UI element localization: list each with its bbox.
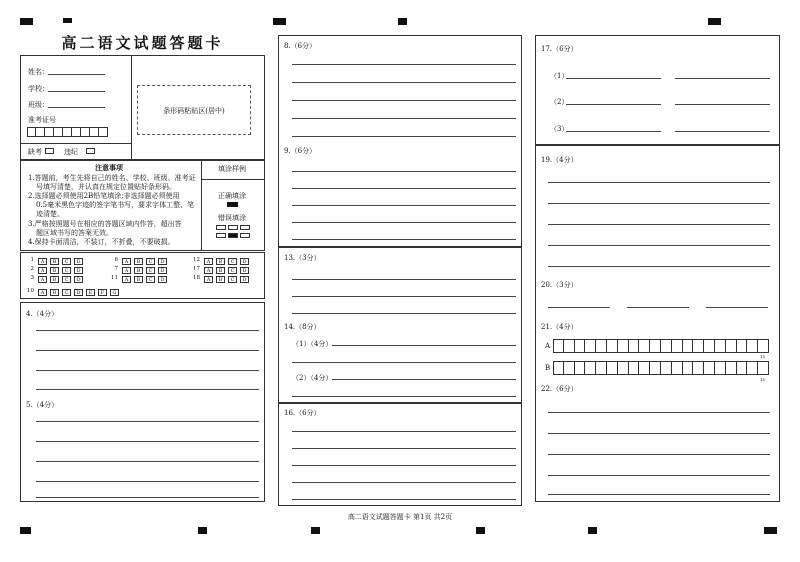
mc-option-bubble[interactable]: B: [50, 267, 59, 274]
char-cell[interactable]: [596, 361, 607, 375]
char-cell[interactable]: [585, 339, 596, 353]
answer-line[interactable]: [292, 396, 516, 397]
char-cell[interactable]: [553, 339, 564, 353]
q21-count-a: 15: [760, 354, 766, 359]
answer-line[interactable]: [548, 245, 770, 246]
name-label: 姓名：: [28, 68, 49, 76]
mc-option-bubble[interactable]: D: [158, 267, 167, 274]
answer-line[interactable]: [548, 307, 610, 308]
mc-option-bubble[interactable]: D: [240, 276, 249, 283]
mc-option-bubble[interactable]: A: [122, 267, 131, 274]
char-cell[interactable]: [672, 361, 683, 375]
exam-id-cell[interactable]: [63, 127, 72, 137]
answer-line[interactable]: [548, 475, 770, 476]
answer-line[interactable]: [566, 104, 661, 105]
answer-line[interactable]: [36, 481, 259, 482]
char-cell[interactable]: [629, 339, 640, 353]
wrong-fill-samples: [216, 225, 252, 241]
wrong-sample-icon: [240, 233, 250, 238]
answer-line[interactable]: [292, 82, 516, 83]
mc-option-bubble[interactable]: C: [228, 267, 237, 274]
char-cell[interactable]: [758, 339, 769, 353]
question-label-q17-1: （1）: [550, 72, 569, 80]
mc-option-bubble[interactable]: B: [134, 258, 143, 265]
char-cell[interactable]: [715, 339, 726, 353]
registration-mark: [20, 527, 31, 534]
wrong-sample-icon: [216, 233, 226, 238]
wrong-sample-icon: [216, 225, 226, 230]
char-cell[interactable]: [661, 361, 672, 375]
registration-mark: [764, 527, 777, 534]
char-cell[interactable]: [704, 361, 715, 375]
answer-line[interactable]: [292, 64, 516, 65]
char-cell[interactable]: [737, 361, 748, 375]
answer-line[interactable]: [36, 350, 259, 351]
char-cell[interactable]: [715, 361, 726, 375]
school-label: 学校：: [28, 85, 49, 93]
char-cell[interactable]: [650, 361, 661, 375]
question-label-q17-2: （2）: [550, 98, 569, 106]
answer-line[interactable]: [292, 499, 516, 500]
q21-row-a-label: A: [545, 342, 551, 350]
exam-id-cell[interactable]: [99, 127, 108, 137]
char-cell[interactable]: [553, 361, 564, 375]
mc-option-bubble[interactable]: A: [38, 289, 47, 296]
char-cell[interactable]: [726, 339, 737, 353]
answer-line[interactable]: [548, 266, 770, 267]
mc-option-bubble[interactable]: A: [204, 258, 213, 265]
answer-box-q16: [278, 403, 522, 506]
correct-fill-sample: [227, 202, 238, 207]
notice-line: 题区域书写的答案无效。: [36, 229, 113, 237]
question-label-q17: 17.（6分）: [541, 45, 578, 53]
answer-line[interactable]: [292, 100, 516, 101]
exam-id-cell[interactable]: [36, 127, 45, 137]
char-cell[interactable]: [564, 339, 575, 353]
registration-mark: [20, 18, 33, 25]
char-cell[interactable]: [639, 361, 650, 375]
answer-line[interactable]: [566, 78, 661, 79]
wrong-fill-label: 错误填涂: [218, 214, 246, 222]
question-label-q5: 5.（4分）: [26, 401, 59, 409]
answer-line[interactable]: [292, 362, 516, 363]
notice-line: 1.答题前，考生先将自己的姓名、学校、班级、准考证: [28, 174, 196, 182]
question-label-q8: 8.（6分）: [284, 42, 317, 50]
char-cell[interactable]: [672, 339, 683, 353]
mc-option-bubble[interactable]: A: [122, 258, 131, 265]
answer-line[interactable]: [292, 313, 516, 314]
answer-line[interactable]: [36, 370, 259, 371]
mc-question-number: 10: [27, 288, 34, 294]
mc-question-number: 12: [193, 257, 200, 263]
char-cell[interactable]: [564, 361, 575, 375]
mc-option-bubble[interactable]: C: [228, 276, 237, 283]
exam-id-label: 准考证号: [28, 116, 56, 124]
exam-id-cell[interactable]: [45, 127, 54, 137]
char-cell[interactable]: [629, 361, 640, 375]
answer-line[interactable]: [292, 279, 516, 280]
mc-option-bubble[interactable]: B: [50, 289, 59, 296]
mc-option-bubble[interactable]: D: [158, 258, 167, 265]
question-label-q21: 21.（4分）: [541, 323, 578, 331]
answer-line[interactable]: [332, 345, 516, 346]
mc-question-number: 7: [114, 266, 118, 272]
wrong-sample-icon: [228, 233, 238, 238]
answer-line[interactable]: [292, 482, 516, 483]
mc-option-bubble[interactable]: B: [216, 267, 225, 274]
answer-line[interactable]: [292, 239, 516, 240]
answer-line[interactable]: [292, 465, 516, 466]
char-cell[interactable]: [585, 361, 596, 375]
mc-option-bubble[interactable]: B: [134, 276, 143, 283]
char-cell[interactable]: [747, 361, 758, 375]
answer-line[interactable]: [292, 205, 516, 206]
question-label-q16: 16.（6分）: [284, 409, 321, 417]
answer-line[interactable]: [548, 433, 770, 434]
mc-option-bubble[interactable]: C: [62, 267, 71, 274]
registration-mark: [398, 18, 407, 25]
answer-line[interactable]: [548, 182, 770, 183]
char-cell[interactable]: [639, 339, 650, 353]
mc-option-bubble[interactable]: A: [204, 276, 213, 283]
class-field[interactable]: [48, 107, 105, 108]
char-cell[interactable]: [607, 339, 618, 353]
mc-option-bubble[interactable]: B: [216, 276, 225, 283]
mc-option-bubble[interactable]: D: [158, 276, 167, 283]
registration-mark: [708, 18, 721, 25]
school-field[interactable]: [48, 91, 105, 92]
char-cell[interactable]: [704, 339, 715, 353]
mc-question-number: 6: [114, 257, 118, 263]
char-cell[interactable]: [747, 339, 758, 353]
exam-id-cell[interactable]: [27, 127, 36, 137]
violation-label: 违纪: [64, 148, 78, 156]
mc-option-bubble[interactable]: D: [240, 267, 249, 274]
question-label-q13: 13.（3分）: [284, 254, 321, 262]
barcode-label: 条形码粘贴区(居中): [163, 107, 225, 115]
absent-label: 缺考: [28, 148, 42, 156]
question-label-q20: 20.（3分）: [541, 281, 578, 289]
mc-option-bubble[interactable]: G: [110, 289, 119, 296]
q21-row-b-cells[interactable]: [553, 361, 769, 375]
class-label: 班级：: [28, 101, 49, 109]
question-label-q4: 4.（4分）: [26, 310, 59, 318]
absent-checkbox[interactable]: [45, 148, 54, 154]
mc-option-bubble[interactable]: D: [74, 276, 83, 283]
exam-id-cell[interactable]: [81, 127, 90, 137]
char-cell[interactable]: [575, 361, 586, 375]
answer-line[interactable]: [36, 461, 259, 462]
violation-checkbox[interactable]: [86, 148, 95, 154]
answer-box-q8-q9: [278, 35, 522, 247]
mc-option-bubble[interactable]: B: [50, 258, 59, 265]
notice-title: 注意事项: [95, 163, 123, 172]
mc-option-bubble[interactable]: F: [98, 289, 107, 296]
mc-option-bubble[interactable]: B: [134, 267, 143, 274]
question-label-q14-1: （1）（4分）: [292, 340, 333, 348]
answer-line[interactable]: [548, 203, 770, 204]
wrong-sample-icon: [228, 225, 238, 230]
answer-line[interactable]: [36, 330, 259, 331]
char-cell[interactable]: [693, 339, 704, 353]
answer-line[interactable]: [548, 224, 770, 225]
multiple-choice-grid: [20, 252, 265, 299]
mc-option-bubble[interactable]: C: [62, 276, 71, 283]
char-cell[interactable]: [726, 361, 737, 375]
correct-fill-label: 正确填涂: [218, 192, 246, 200]
exam-id-cell[interactable]: [72, 127, 81, 137]
answer-line[interactable]: [292, 448, 516, 449]
answer-line[interactable]: [548, 494, 770, 495]
q21-count-b: 15: [760, 377, 766, 382]
mc-question-number: 17: [193, 266, 200, 272]
mc-option-bubble[interactable]: C: [228, 258, 237, 265]
mc-option-bubble[interactable]: D: [240, 258, 249, 265]
mc-option-bubble[interactable]: B: [50, 276, 59, 283]
answer-line[interactable]: [675, 131, 770, 132]
fill-example-title: 填涂样例: [218, 165, 246, 173]
answer-line[interactable]: [292, 171, 516, 172]
notice-divider: [201, 160, 202, 251]
mc-option-bubble[interactable]: C: [146, 276, 155, 283]
notice-line: 4.保持卡面清洁，不装订，不折叠，不要破损。: [28, 238, 175, 246]
notice-line: 2.选择题必须使用2B铅笔填涂;非选择题必须使用: [28, 192, 180, 200]
mc-option-bubble[interactable]: E: [86, 289, 95, 296]
mc-option-bubble[interactable]: A: [38, 258, 47, 265]
char-cell[interactable]: [618, 339, 629, 353]
notice-line: 迹清楚。: [36, 210, 64, 218]
question-label-q22: 22.（6分）: [541, 385, 578, 393]
char-cell[interactable]: [661, 339, 672, 353]
absent-row-divider: [20, 143, 131, 144]
page-title: 高二语文试题答题卡: [61, 34, 224, 52]
name-field[interactable]: [48, 74, 105, 75]
fill-example-divider: [201, 179, 265, 180]
char-cell[interactable]: [758, 361, 769, 375]
answer-line[interactable]: [292, 188, 516, 189]
char-cell[interactable]: [650, 339, 661, 353]
char-cell[interactable]: [618, 361, 629, 375]
answer-line[interactable]: [292, 296, 516, 297]
question-label-q14-2: （2）（4分）: [292, 374, 333, 382]
notice-line: 3.严格按照题号在相应的答题区域内作答，超出答: [28, 220, 182, 228]
mc-question-number: 1: [30, 257, 34, 263]
mc-option-bubble[interactable]: C: [146, 258, 155, 265]
notice-line: 0.5毫米黑色字迹的签字笔书写，要求字体工整、笔: [36, 201, 195, 209]
mc-question-number: 18: [193, 275, 200, 281]
mc-option-bubble[interactable]: B: [216, 258, 225, 265]
answer-line[interactable]: [548, 412, 770, 413]
registration-mark: [311, 527, 320, 534]
mc-option-bubble[interactable]: C: [62, 289, 71, 296]
exam-id-cell[interactable]: [54, 127, 63, 137]
notice-line: 号填写清楚，并认真在规定位置贴好条形码。: [36, 183, 176, 191]
answer-line[interactable]: [36, 497, 259, 498]
answer-line[interactable]: [548, 454, 770, 455]
char-cell[interactable]: [693, 361, 704, 375]
char-cell[interactable]: [683, 361, 694, 375]
page-footer: 高二语文试题答题卡 第1页 共2页: [347, 513, 453, 521]
answer-line[interactable]: [675, 104, 770, 105]
mc-option-bubble[interactable]: A: [122, 276, 131, 283]
mc-option-bubble[interactable]: C: [146, 267, 155, 274]
char-cell[interactable]: [607, 361, 618, 375]
registration-mark: [63, 18, 72, 23]
mc-option-bubble[interactable]: C: [62, 258, 71, 265]
registration-mark: [198, 527, 207, 534]
question-label-q14: 14.（8分）: [284, 323, 321, 331]
registration-mark: [476, 527, 485, 534]
question-label-q17-3: （3）: [550, 125, 569, 133]
q21-row-b-label: B: [545, 364, 551, 372]
answer-line[interactable]: [292, 222, 516, 223]
mc-option-bubble[interactable]: A: [38, 276, 47, 283]
answer-line[interactable]: [36, 441, 259, 442]
answer-line[interactable]: [36, 389, 259, 390]
answer-line[interactable]: [292, 118, 516, 119]
exam-id-cells[interactable]: [27, 127, 108, 137]
answer-line[interactable]: [706, 307, 768, 308]
answer-line[interactable]: [292, 431, 516, 432]
answer-line[interactable]: [675, 78, 770, 79]
answer-line[interactable]: [332, 379, 516, 380]
mc-question-number: 3: [30, 275, 34, 281]
answer-line[interactable]: [36, 421, 259, 422]
mc-option-bubble[interactable]: A: [204, 267, 213, 274]
answer-line[interactable]: [627, 307, 689, 308]
q21-row-a-cells[interactable]: [553, 339, 769, 353]
exam-id-cell[interactable]: [90, 127, 99, 137]
question-label-q19: 19.（4分）: [541, 156, 578, 164]
mc-option-bubble[interactable]: A: [38, 267, 47, 274]
wrong-sample-icon: [240, 225, 250, 230]
char-cell[interactable]: [596, 339, 607, 353]
mc-option-bubble[interactable]: D: [74, 289, 83, 296]
mc-question-number: 2: [30, 266, 34, 272]
mc-question-number: 11: [111, 275, 118, 281]
registration-mark: [588, 527, 597, 534]
mc-option-bubble[interactable]: D: [74, 258, 83, 265]
char-cell[interactable]: [683, 339, 694, 353]
char-cell[interactable]: [737, 339, 748, 353]
registration-mark: [273, 18, 286, 25]
char-cell[interactable]: [575, 339, 586, 353]
mc-option-bubble[interactable]: D: [74, 267, 83, 274]
answer-line[interactable]: [292, 136, 516, 137]
question-label-q9: 9.（6分）: [284, 147, 317, 155]
info-divider: [131, 55, 132, 160]
answer-line[interactable]: [566, 131, 661, 132]
